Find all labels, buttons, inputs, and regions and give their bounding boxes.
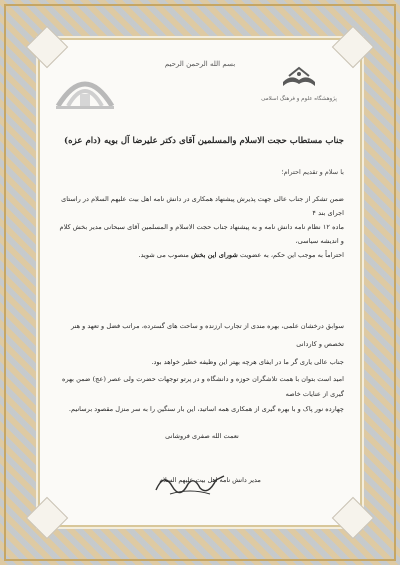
paragraph-line: سوابق درخشان علمی، بهره مندی از تجارب ارزنده و ساحت های گسترده، مراتب فضل و تعهد و هنر تخصص و کاردانی	[70, 322, 344, 348]
paragraph-appointment	[56, 192, 344, 262]
bismillah: بسم الله الرحمن الرحیم	[164, 60, 236, 68]
signer-name: نعمت الله صفری فروشانی	[165, 432, 239, 440]
paragraph-line: جناب عالی یاری گر ما در ایفای هرچه بهتر این وظیفه خطیر خواهد بود.	[151, 358, 344, 366]
signer-title: مدیر دانش نامه اهل بیت علیهم السلام	[159, 476, 261, 484]
paragraph-line: چهارده نور پاک و با بهره گیری از همکاری همه اساتید، این بار سنگین را به سر منزل مقصود برسانیم.	[68, 405, 344, 413]
letter-paper	[40, 40, 360, 525]
org-name: پژوهشگاه علوم و فرهنگ اسلامی	[261, 96, 337, 102]
paragraph-line: ضمن تشکر از جناب عالی جهت پذیرش پیشنهاد همکاری در دانش نامه اهل بیت علیهم السلام در راستای اجرای بند ۴	[61, 195, 344, 217]
paragraph-line: امید است بتوان با همت تلاشگران حوزه و دانشگاه و در پرتو توجهات حضرت ولی عصر (عج) ضمن بهره گیری از عنایات خاصه	[62, 375, 344, 398]
org-logo	[260, 66, 338, 102]
bold-council-name: شورای این بخش	[190, 251, 238, 259]
addressee-line: جناب مستطاب حجت الاسلام والمسلمین آقای دکتر علیرضا آل بویه (دام عزه)	[64, 136, 344, 146]
greeting-line: با سلام و تقدیم احترام؛	[281, 168, 344, 176]
encyclopedia-logo	[50, 66, 120, 118]
paragraph-hope	[56, 372, 344, 417]
text-span: منصوب می شوید.	[138, 251, 189, 259]
paragraph-merits	[56, 317, 344, 371]
paragraph-line	[56, 248, 344, 262]
dome-logo-icon	[50, 66, 120, 118]
paragraph-line: ماده ۱۲ نظام نامه دانش نامه و به پیشنهاد جناب حجت الاسلام و المسلمین آقای سبحانی مدیر بخش کلام و اندیشه سیاسی،	[59, 223, 344, 245]
text-span: احتراماً به موجب این حکم، به عضویت	[239, 251, 344, 259]
book-logo-icon	[279, 66, 319, 94]
